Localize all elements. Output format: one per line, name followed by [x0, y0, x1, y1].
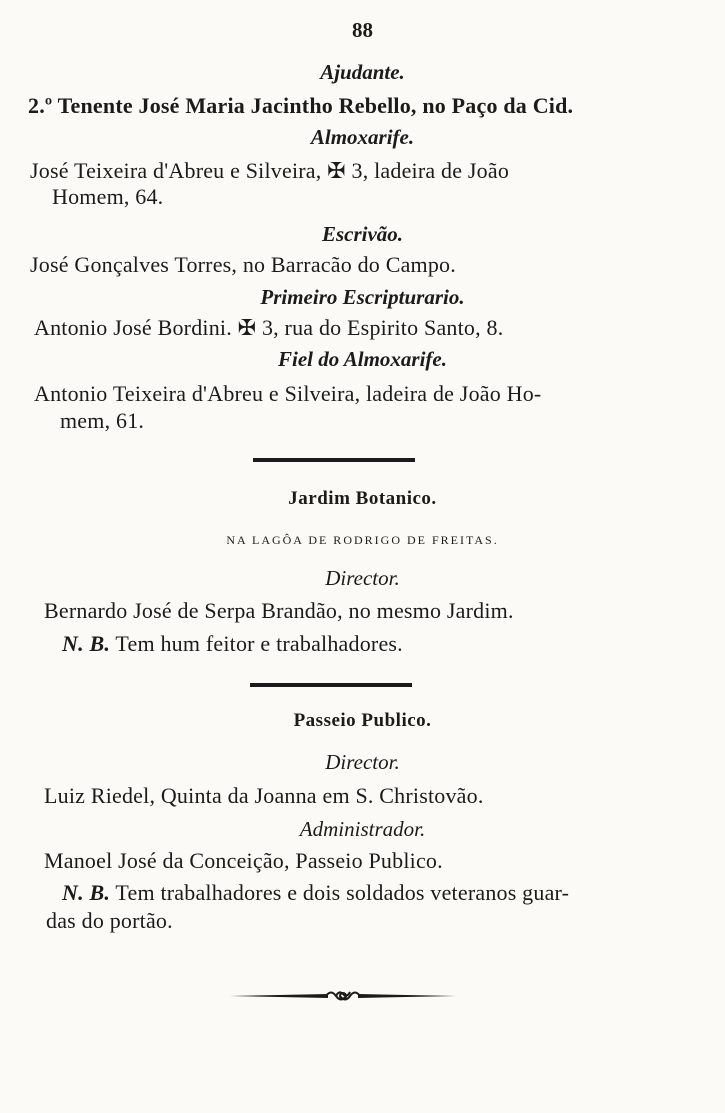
line-passeio-nb-2: das do portão. [46, 908, 173, 933]
subtitle-jardim-botanico: NA LAGÔA DE RODRIGO DE FREITAS. [226, 533, 499, 547]
page-number: 88 [352, 18, 373, 42]
title-passeio-publico: Passeio Publico. [293, 710, 432, 731]
line-fiel-2: mem, 61. [60, 408, 145, 433]
line-primeiro-escripturario: Antonio José Bordini. ✠ 3, rua do Espirito Santo, 8. [34, 315, 504, 340]
line-jardim-nb [62, 631, 403, 657]
heading-passeio-administrador: Administrador. [299, 817, 426, 841]
title-jardim-botanico: Jardim Botanico. [288, 488, 437, 509]
line-fiel-1: Antonio Teixeira d'Abreu e Silveira, ladeira de João Ho- [34, 381, 542, 406]
heading-almoxarife: Almoxarife. [310, 125, 415, 149]
line-passeio-administrador: Manoel José da Conceição, Passeio Publico. [44, 848, 443, 873]
nb-label: N. B. [62, 631, 111, 656]
closing-ornament [228, 985, 458, 1007]
nb-text: Tem hum feitor e trabalhadores. [115, 631, 403, 656]
section-divider-1 [253, 458, 415, 462]
line-jardim-director: Bernardo José de Serpa Brandão, no mesmo Jardim. [44, 598, 514, 623]
line-passeio-director: Luiz Riedel, Quinta da Joanna em S. Christovão. [44, 783, 484, 808]
section-divider-2 [250, 683, 412, 687]
heading-jardim-director: Director. [325, 566, 400, 590]
line-passeio-nb-1 [62, 880, 569, 906]
nb-label: N. B. [62, 880, 111, 905]
line-almoxarife-2: Homem, 64. [52, 184, 164, 209]
heading-ajudante: Ajudante. [320, 60, 405, 84]
line-almoxarife-1: José Teixeira d'Abreu e Silveira, ✠ 3, ladeira de João [30, 158, 510, 183]
line-escrivao: José Gonçalves Torres, no Barracão do Campo. [30, 252, 456, 277]
heading-primeiro-escripturario: Primeiro Escripturario. [260, 285, 465, 309]
heading-escrivao: Escrivão. [321, 222, 404, 246]
heading-fiel-almoxarife: Fiel do Almoxarife. [278, 347, 447, 371]
line-ajudante: 2.º Tenente José Maria Jacintho Rebello, no Paço da Cid. [28, 93, 574, 118]
heading-passeio-director: Director. [325, 750, 400, 774]
nb-text: Tem trabalhadores e dois soldados veteranos guar- [115, 880, 570, 905]
